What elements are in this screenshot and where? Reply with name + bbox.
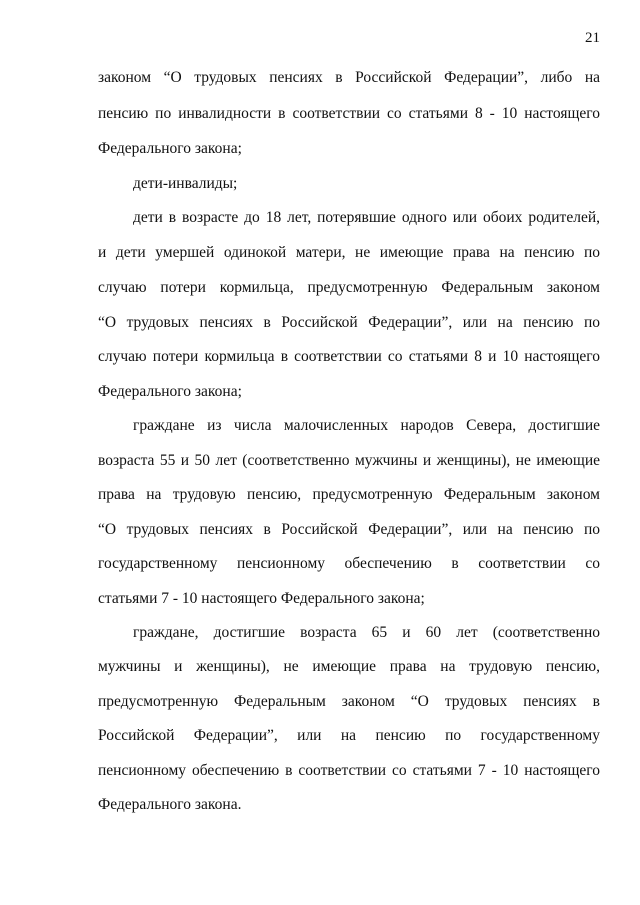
text-line: предусмотренную Федеральным законом “О трудовых пенсиях в: [98, 693, 600, 710]
text-line: государственному пенсионному обеспечению в соответствии со: [98, 555, 600, 572]
text-line: “О трудовых пенсиях в Российской Федерации”, или на пенсию по: [98, 521, 600, 538]
text-line: дети в возрасте до 18 лет, потерявшие одного или обоих родителей,: [133, 209, 600, 226]
text-line: возраста 55 и 50 лет (соответственно мужчины и женщины), не имеющие: [98, 452, 600, 469]
page-number: 21: [585, 30, 600, 46]
text-line: статьями 7 - 10 настоящего Федерального закона;: [98, 590, 425, 607]
text-line: дети-инвалиды;: [133, 175, 238, 192]
text-line: Российской Федерации”, или на пенсию по государственному: [98, 727, 600, 744]
text-line: Федерального закона;: [98, 140, 242, 157]
text-line: граждане из числа малочисленных народов Севера, достигшие: [133, 417, 600, 434]
text-line: “О трудовых пенсиях в Российской Федерации”, или на пенсию по: [98, 314, 600, 331]
text-line: случаю потери кормильца, предусмотренную Федеральным законом: [98, 279, 600, 296]
text-line: Федерального закона.: [98, 796, 242, 813]
text-line: граждане, достигшие возраста 65 и 60 лет (соответственно: [133, 624, 600, 641]
text-line: законом “О трудовых пенсиях в Российской Федерации”, либо на: [98, 69, 600, 86]
text-line: пенсионному обеспечению в соответствии со статьями 7 - 10 настоящего: [98, 762, 600, 779]
text-line: мужчины и женщины), не имеющие права на трудовую пенсию,: [98, 658, 600, 675]
text-line: и дети умершей одинокой матери, не имеющие права на пенсию по: [98, 244, 600, 261]
text-line: права на трудовую пенсию, предусмотренную Федеральным законом: [98, 486, 600, 503]
text-line: Федерального закона;: [98, 383, 242, 400]
text-line: пенсию по инвалидности в соответствии со статьями 8 - 10 настоящего: [98, 105, 600, 122]
text-line: случаю потери кормильца в соответствии со статьями 8 и 10 настоящего: [98, 348, 600, 365]
